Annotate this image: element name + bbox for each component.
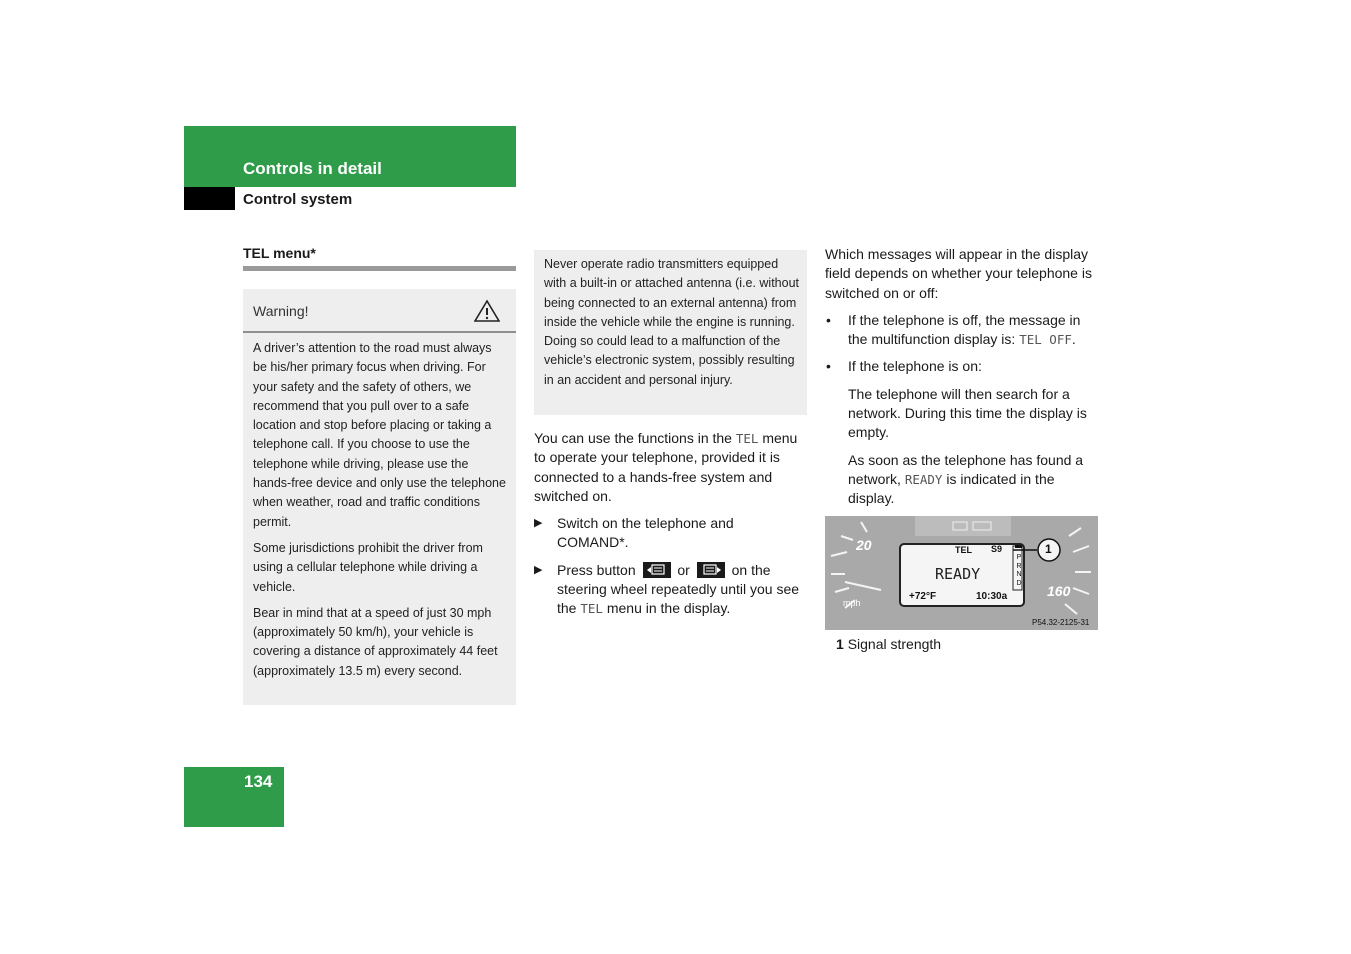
warning-paragraph: Some jurisdictions prohibit the driver from using a cellular telephone while driving a vehicle. [253,540,483,594]
step-text: menu in the display. [606,600,731,617]
step-text: on the steering wheel repeatedly until you see the [557,561,800,617]
bullet-text: . [1071,331,1076,348]
warning-triangle-icon [474,299,500,323]
step-text: Press button [557,561,636,578]
bullet-item [825,311,1100,350]
note-text: Never operate radio transmitters equipped with a built-in or attached antenna (i.e. without being connected to an external antenna) from inside the vehicle while the engine is running. Doing so could lead to a malfunction of the vehicle’s electronic system, possibly resulting in an accident and personal injury. [544,257,800,387]
indented-paragraph [825,451,1100,509]
gear-letter: P [1016,554,1022,561]
signal-strength-readout: S9 [991,544,1003,554]
tel-off-code: TEL OFF [1019,332,1072,348]
indent-text: As soon as the telephone has found a network, [848,451,1084,487]
warning-paragraph: Bear in mind that at a speed of just 30 mph (approximately 50 km/h), your vehicle is covering a distance of approximately 44 feet (approximately 13.5 m) every second. [253,605,498,678]
bullet-text: If the telephone is on: [848,358,982,375]
step-text: Switch on the telephone and COMAND*. [557,515,734,551]
topic-rule [243,266,516,271]
callout-number: 1 [1045,542,1052,556]
gear-letter: D [1016,579,1022,587]
bullet-dot-icon: • [826,311,831,328]
bullet-text: If the telephone is off, the message in the multifunction display is: [848,311,1081,348]
ready-code: READY [904,471,943,487]
page-number: 134 [244,772,273,791]
topic-heading: TEL menu* [243,245,316,261]
section-title: Controls in detail [243,159,382,178]
step-item [534,514,807,553]
page-back-icon [643,562,671,578]
caption-text: Signal strength [847,636,942,652]
display-info-column [825,245,1100,517]
intro-text: You can use the functions in the [534,430,736,446]
gear-letter: R [1016,562,1022,570]
warning-paragraph: A driver’s attention to the road must always be his/her primary focus when driving. For your safety and the safety of others, we recommend that you pull over to a safe location and stop before placing or taking a telephone call. If you choose to use the telephone while driving, please use the hands-free device and only use the telephone when weather, road and traffic conditions permit. [253,341,506,529]
step-item [534,561,807,619]
subsection-title: Control system [243,191,353,208]
speed-unit-label: mph [843,598,861,608]
bullet-item [825,357,1100,376]
step-arrow-icon: ▶ [534,563,543,576]
step-text: or [677,561,690,578]
tel-code: TEL [735,431,759,446]
gauge-right-label: 160 [1047,583,1071,599]
bullet-dot-icon: • [826,358,831,375]
caption-number: 1 [836,636,844,652]
figure-caption [836,636,941,652]
gear-indicator [1015,554,1023,588]
warning-title: Warning! [253,303,309,319]
display-tel-label: TEL [955,545,972,555]
warning-body [253,339,508,688]
display-clock: 10:30a [976,591,1008,602]
section-tab-marker [184,187,235,210]
indented-paragraph: The telephone will then search for a network. During this time the display is empty. [848,385,1087,441]
intro-paragraph: Which messages will appear in the display field depends on whether your telephone is switched on or off: [825,246,1092,301]
note-box [534,250,807,415]
page-forward-icon [697,562,725,578]
display-temperature: +72°F [909,591,937,602]
gear-letter: N [1016,571,1022,578]
step-arrow-icon: ▶ [534,517,543,530]
warning-header [243,289,516,333]
page-number-box [184,767,284,827]
warning-box [243,289,516,705]
tel-code: TEL [580,601,603,617]
indent-text: is indicated in the display. [848,470,1055,507]
intro-paragraph [534,429,807,506]
intro-text: menu to operate your telephone, provided it is connected to a hands-free system and switched on. [534,430,798,504]
figure-reference-code: P54.32-2125-31 [1032,618,1090,627]
instrument-cluster-figure [825,516,1098,630]
display-ready-text: READY [935,565,981,583]
instructions-column [534,429,807,627]
gauge-left-label: 20 [856,537,872,553]
